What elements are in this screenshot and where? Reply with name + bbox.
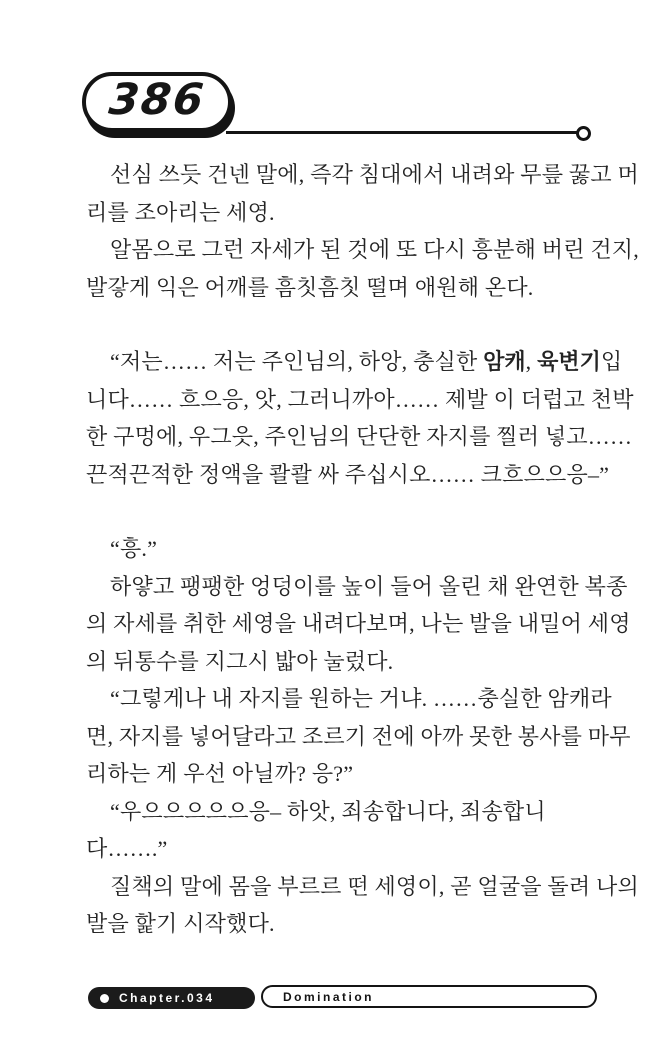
blank-line: [86, 306, 588, 343]
text-line: 질책의 말에 몸을 부르르 떤 세영이, 곧 얼굴을 돌려 나의: [110, 873, 639, 899]
header-rule: [226, 131, 578, 134]
text-line: 발갛게 익은 어깨를 흠칫흠칫 떨며 애원해 온다.: [86, 274, 534, 300]
text-line: 면, 자지를 넣어달라고 조르기 전에 아까 못한 봉사를 마무: [86, 723, 631, 749]
chapter-pill: [88, 987, 255, 1009]
text-line: “그렇게나 내 자지를 원하는 거냐. ……충실한 암캐라: [110, 686, 612, 711]
text-line: [86, 343, 623, 381]
page-number: 386: [106, 75, 208, 125]
text-line: “우으으으으으응– 하앗, 죄송합니다, 죄송합니: [110, 798, 546, 824]
text-segment: 입: [600, 349, 623, 374]
ring-endcap-icon: [576, 126, 591, 141]
text-line: 발을 핥기 시작했다.: [86, 911, 275, 936]
text-line: 끈적끈적한 정액을 콸콸 싸 주십시오…… 크흐으으응–”: [86, 461, 610, 487]
text-segment-bold: 육변기: [537, 349, 601, 374]
bullet-dot-icon: [100, 994, 109, 1003]
text-line: “흥.”: [110, 536, 158, 561]
series-title-label: Domination: [283, 989, 374, 1004]
chapter-label: Chapter.034: [119, 990, 215, 1005]
text-line: 다…….”: [86, 836, 168, 861]
text-line: 의 자세를 취한 세영을 내려다보며, 나는 발을 내밀어 세영: [86, 611, 631, 636]
page-number-badge: [82, 72, 232, 132]
text-line: 니다…… 흐으응, 앗, 그러니까아…… 제발 이 더럽고 천박: [86, 386, 634, 412]
series-title-pill: [261, 985, 597, 1008]
text-line: 한 구멍에, 우그읏, 주인님의 단단한 자지를 찔러 넣고……: [86, 424, 633, 449]
text-line: 리하는 게 우선 아닐까? 응?”: [86, 761, 354, 786]
text-segment: ,: [525, 349, 538, 374]
text-line: 알몸으로 그런 자세가 된 것에 또 다시 흥분해 버린 건지,: [110, 237, 639, 262]
blank-line: [86, 493, 588, 530]
text-line: 의 뒤통수를 지그시 밟아 눌렀다.: [86, 648, 394, 674]
body-text: [86, 156, 639, 943]
text-segment-bold: 암캐: [483, 349, 526, 374]
text-segment: “저는…… 저는 주인님의, 하앙, 충실한: [110, 349, 484, 374]
text-line: 하얗고 팽팽한 엉덩이를 높이 들어 올린 채 완연한 복종: [110, 573, 628, 599]
text-line: 리를 조아리는 세영.: [86, 199, 275, 225]
text-line: 선심 쓰듯 건넨 말에, 즉각 침대에서 내려와 무릎 꿇고 머: [110, 162, 639, 187]
